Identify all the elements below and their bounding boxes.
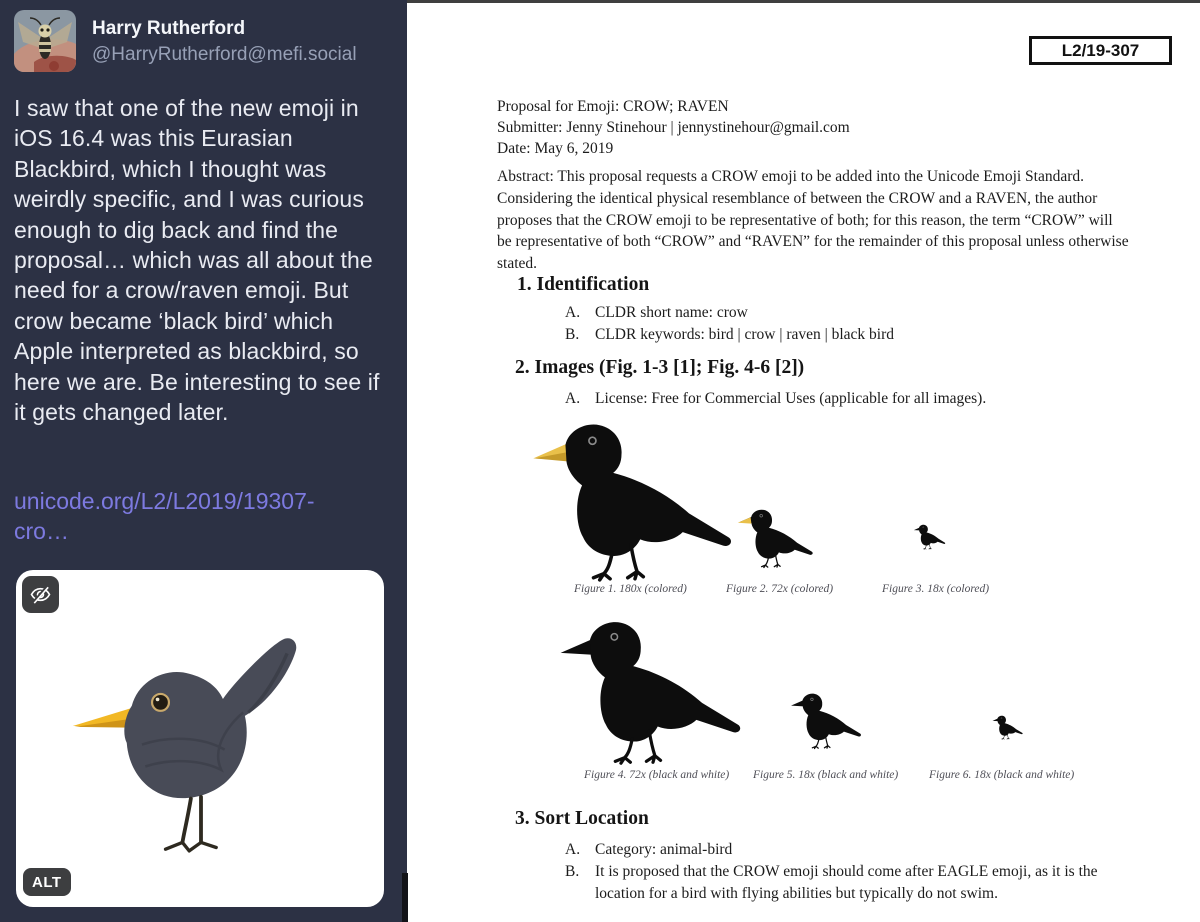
item-text: It is proposed that the CROW emoji should come after EAGLE emoji, as it is the location for a bird with flying abilities but typically do not swim.: [595, 863, 1098, 902]
figure-3-image: [913, 524, 947, 555]
figure-4-image: [557, 618, 749, 772]
author-handle[interactable]: @HarryRutherford@mefi.social: [92, 44, 357, 65]
doc-number-box: L2/19-307: [1029, 36, 1172, 65]
post-link-line1: unicode.org/L2/L2019/19307-: [14, 488, 315, 514]
item-marker: A.: [565, 304, 581, 321]
post-header: [14, 10, 357, 72]
blackbird-emoji-image: [46, 618, 356, 888]
item-marker: B.: [565, 326, 580, 343]
avatar[interactable]: [14, 10, 76, 72]
section-3-item-b: [565, 861, 1131, 904]
pane-scrollbar-nub[interactable]: [402, 873, 408, 922]
item-text: Category: animal-bird: [595, 841, 733, 858]
moth-avatar-image: [14, 10, 76, 72]
section-2-heading: 2. Images (Fig. 1-3 [1]; Fig. 4-6 [2]): [515, 357, 805, 378]
figure-5-caption: Figure 5. 18x (black and white): [753, 769, 899, 781]
section-3-heading: 3. Sort Location: [515, 808, 649, 829]
eye-slash-icon: [29, 583, 52, 606]
document-top-border: [407, 0, 1200, 3]
author-display-name[interactable]: Harry Rutherford: [92, 18, 246, 39]
item-marker: A.: [565, 390, 581, 407]
doc-header-block: [497, 96, 850, 159]
figure-3-caption: Figure 3. 18x (colored): [882, 583, 990, 595]
figure-4-caption: Figure 4. 72x (black and white): [584, 769, 730, 781]
doc-abstract: Abstract: This proposal requests a CROW emoji to be added into the Unicode Emoji Standard. Considering the identical physical resemblance of between the CROW and a RAVEN, the author proposes that the CROW emoji to be representative of both; for this reason, the term “CROW” will be representative of both “CROW” and “RAVEN” for the remainder of this proposal unless otherwise stated.: [497, 168, 1129, 273]
item-text: CLDR keywords: bird | crow | raven | black bird: [595, 326, 895, 343]
section-1-heading: 1. Identification: [517, 274, 650, 295]
figure-1-caption: Figure 1. 180x (colored): [574, 583, 687, 595]
author-id-block: [92, 10, 357, 68]
media-attachment-card[interactable]: [16, 570, 384, 907]
doc-date-line: Date: May 6, 2019: [497, 140, 614, 157]
alt-badge[interactable]: ALT: [23, 868, 71, 896]
figure-6-caption: Figure 6. 18x (black and white): [929, 769, 1075, 781]
post-link-line2: cro…: [14, 518, 69, 545]
item-marker: B.: [565, 863, 580, 880]
item-text: License: Free for Commercial Uses (applicable for all images).: [595, 390, 987, 407]
post-link[interactable]: [14, 486, 396, 547]
figure-2-caption: Figure 2. 72x (colored): [726, 583, 834, 595]
item-text: CLDR short name: crow: [595, 304, 748, 321]
hide-media-button[interactable]: [22, 576, 59, 613]
figure-2-image: [737, 508, 817, 574]
section-1-item-a: [565, 302, 1045, 324]
post-body-text: I saw that one of the new emoji in iOS 16.4 was this Eurasian Blackbird, which I thought was weirdly specific, and I was curious enough to dig back and find the proposal… which was all about the need for a crow/raven emoji. But crow became ‘black bird’ which Apple interpreted as blackbird, so here we are. Be interesting to see if it gets changed later.: [14, 95, 380, 426]
figure-6-image: [992, 715, 1024, 745]
figure-1-image: [529, 420, 741, 589]
doc-submitter-line: Submitter: Jenny Stinehour | jennystinehour@gmail.com: [497, 119, 850, 136]
item-marker: A.: [565, 841, 581, 858]
section-2-item-a: [565, 388, 1085, 410]
section-1-item-b: [565, 324, 1045, 346]
doc-title-line: Proposal for Emoji: CROW; RAVEN: [497, 98, 729, 115]
document-pane[interactable]: [407, 0, 1200, 922]
figure-5-image: [790, 692, 864, 755]
section-3-item-a: [565, 839, 1045, 861]
mastodon-post-pane: [0, 0, 407, 922]
